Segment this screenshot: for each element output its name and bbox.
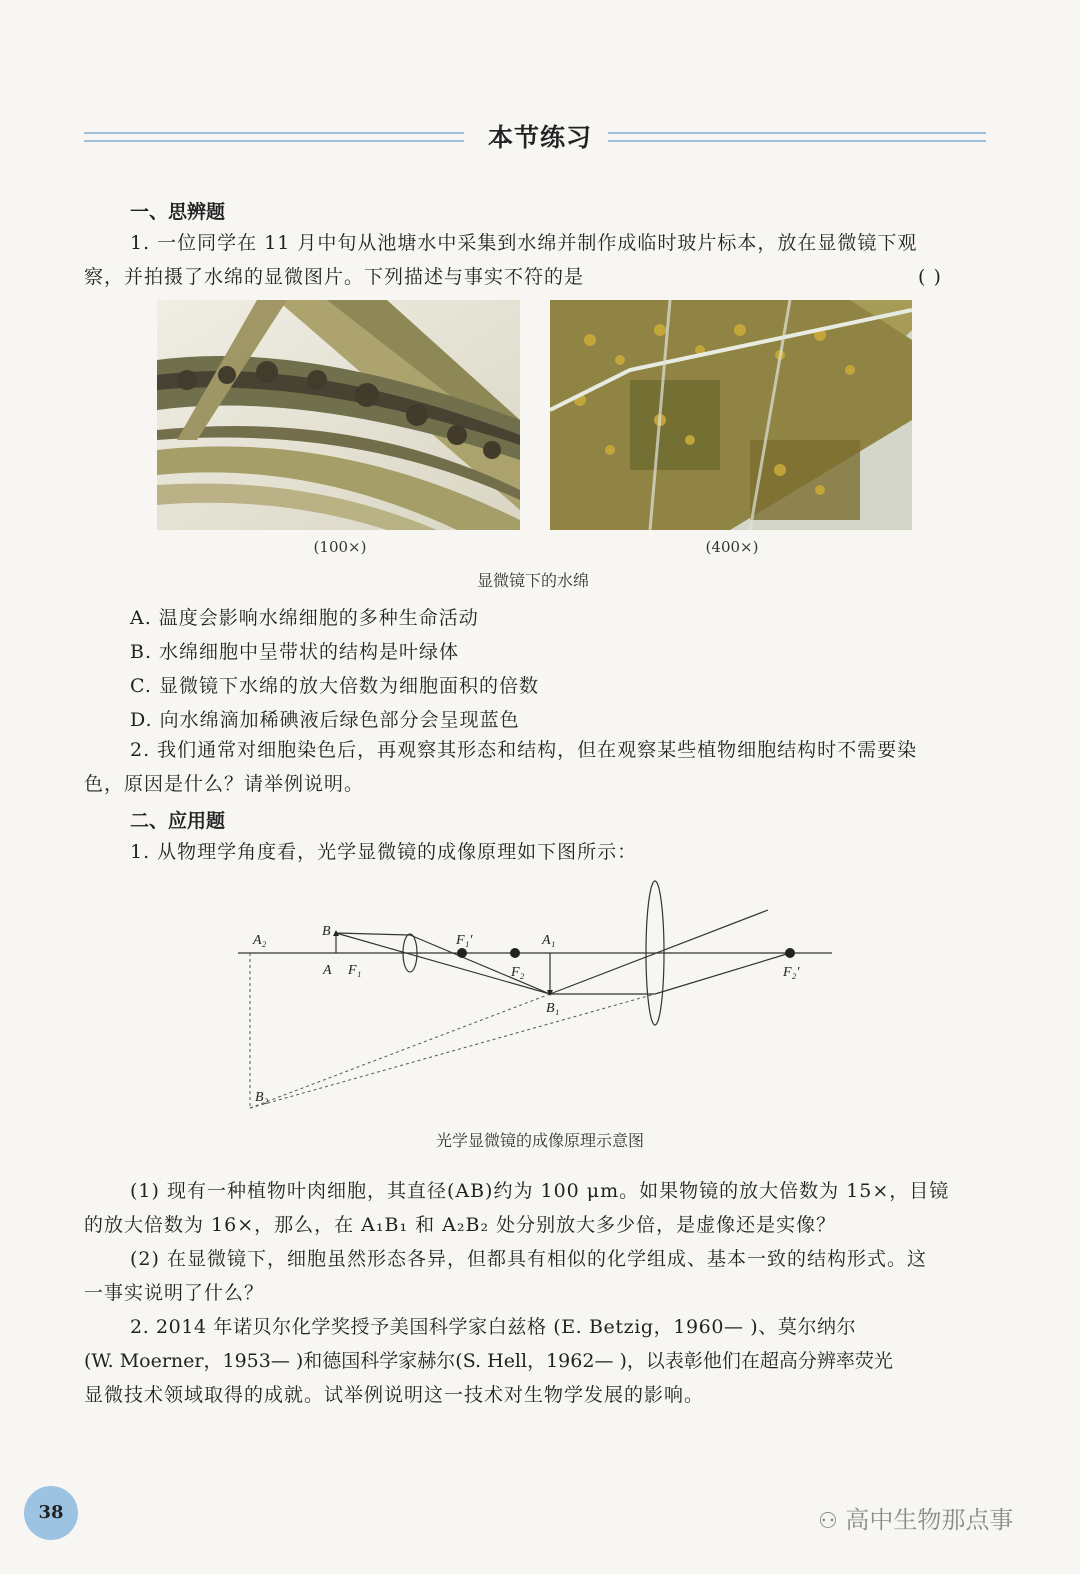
- sub-question-1-line-1: (1) 现有一种植物叶肉细胞，其直径(AB)约为 100 μm。如果物镜的放大倍数为 15×，目镜: [130, 1180, 950, 1202]
- label-F2: F₂: [511, 965, 525, 980]
- question-1-line-1: 1. 一位同学在 11 月中旬从池塘水中采集到水绵并制作成临时玻片标本，放在显微镜下观: [130, 232, 918, 254]
- option-b: B. 水绵细胞中呈带状的结构是叶绿体: [130, 641, 460, 663]
- question-2-line-2: 色，原因是什么？请举例说明。: [84, 773, 365, 795]
- option-d: D. 向水绵滴加稀碘液后绿色部分会呈现蓝色: [130, 709, 520, 731]
- header-rule-right: [608, 132, 986, 142]
- label-A1: A₁: [542, 933, 556, 948]
- application-question-1-intro: 1. 从物理学角度看，光学显微镜的成像原理如下图所示：: [130, 841, 638, 863]
- caption-100x: (100×): [313, 538, 367, 556]
- label-F1: F₁: [348, 963, 362, 978]
- section-heading-1: 一、思辨题: [130, 201, 226, 223]
- caption-400x: (400×): [705, 538, 759, 556]
- microscope-optics-diagram: [230, 880, 840, 1120]
- sub-question-1-line-2: 的放大倍数为 16×，那么，在 A₁B₁ 和 A₂B₂ 处分别放大多少倍，是虚像还是实像？: [84, 1214, 837, 1236]
- question-2-line-1: 2. 我们通常对细胞染色后，再观察其形态和结构，但在观察某些植物细胞结构时不需要染: [130, 739, 918, 761]
- question-1-line-2: 察，并拍摄了水绵的显微图片。下列描述与事实不符的是: [84, 266, 585, 288]
- sub-question-2-line-1: (2) 在显微镜下，细胞虽然形态各异，但都具有相似的化学组成、基本一致的结构形式。这: [130, 1248, 927, 1270]
- option-a: A. 温度会影响水绵细胞的多种生命活动: [130, 607, 479, 629]
- application-question-2-line-1: 2. 2014 年诺贝尔化学奖授予美国科学家白兹格 (E. Betzig，1960— )、莫尔纳尔: [130, 1316, 857, 1338]
- answer-bracket: ( ): [918, 266, 942, 288]
- sub-question-2-line-2: 一事实说明了什么？: [84, 1282, 265, 1304]
- page-number: 38: [24, 1486, 78, 1540]
- figure-caption-spirogyra: 显微镜下的水绵: [476, 571, 589, 590]
- label-B2: B₂: [255, 1090, 269, 1105]
- micrograph-400x: [550, 300, 912, 530]
- watermark-text: 高中生物那点事: [845, 1506, 1014, 1534]
- diagram-caption: 光学显微镜的成像原理示意图: [435, 1131, 644, 1150]
- application-question-2-line-2: (W. Moerner，1953— )和德国科学家赫尔(S. Hell，1962— )，以表彰他们在超高分辨率荧光: [84, 1350, 893, 1372]
- micrograph-100x: [157, 300, 520, 530]
- header-rule-left: [84, 132, 464, 142]
- label-A2: A₂: [253, 933, 267, 948]
- label-F1-prime: F₁′: [456, 933, 473, 948]
- wechat-icon: ⚇: [818, 1509, 838, 1534]
- application-question-2-line-3: 显微技术领域取得的成就。试举例说明这一技术对生物学发展的影响。: [84, 1384, 705, 1406]
- label-B: B: [322, 924, 331, 939]
- section-title: 本节练习: [487, 123, 592, 152]
- label-B1: B₁: [546, 1001, 560, 1016]
- option-c: C. 显微镜下水绵的放大倍数为细胞面积的倍数: [130, 675, 539, 697]
- label-F2-prime: F₂′: [783, 965, 800, 980]
- section-heading-2: 二、应用题: [130, 810, 226, 832]
- watermark: [818, 1500, 1013, 1535]
- label-A: A: [323, 963, 332, 978]
